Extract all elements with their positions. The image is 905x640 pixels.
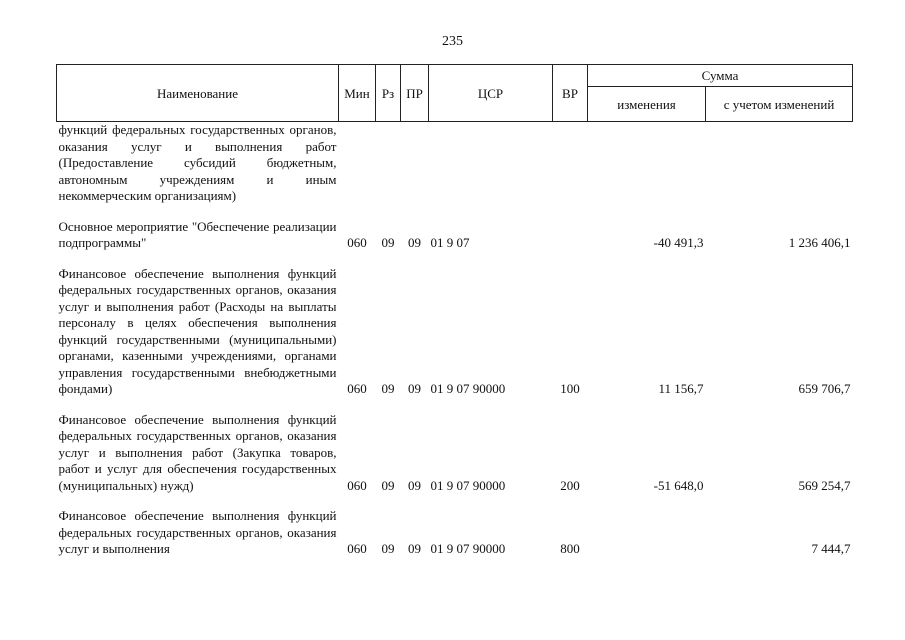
row-change: -51 648,0	[653, 477, 704, 493]
header-pr: ПР	[401, 65, 429, 122]
row-change: -40 491,3	[653, 235, 704, 250]
row-change: 11 156,7	[658, 381, 704, 396]
row-pr: 09	[408, 381, 421, 396]
header-vr: ВР	[553, 65, 588, 122]
row-total: 7 444,7	[811, 541, 851, 556]
row-min	[339, 122, 376, 205]
row-vr	[553, 122, 588, 205]
row-csr: 01 9 07 90000	[430, 541, 506, 556]
header-with-changes: с учетом изменений	[706, 87, 853, 122]
row-csr	[429, 122, 553, 205]
row-name: Основное мероприятие "Обеспечение реализации подпрограммы"	[58, 218, 337, 250]
header-csr: ЦСР	[429, 65, 553, 122]
header-changes: изменения	[588, 87, 706, 122]
row-min: 060	[347, 381, 367, 396]
header-rz: Рз	[376, 65, 401, 122]
row-csr: 01 9 07	[430, 235, 470, 250]
row-total: 569 254,7	[798, 477, 851, 493]
row-rz	[376, 122, 401, 205]
row-rz: 09	[381, 477, 395, 493]
row-pr: 09	[408, 477, 421, 493]
page-number: 235	[442, 34, 463, 49]
table-row	[57, 219, 853, 252]
row-total: 1 236 406,1	[788, 235, 851, 250]
row-vr: 200	[560, 477, 580, 493]
row-rz: 09	[381, 381, 395, 396]
row-total	[706, 122, 853, 205]
row-name: функций федеральных государственных органов, оказания услуг и выполнения работ (Предоставление субсидий бюджетным, автономным учреждениям и иным некоммерческим организациям)	[58, 122, 337, 203]
row-pr: 09	[408, 541, 421, 556]
row-rz: 09	[381, 541, 395, 556]
table-row	[57, 122, 853, 205]
row-csr: 01 9 07 90000	[430, 477, 506, 493]
table-row	[57, 508, 853, 558]
row-pr	[401, 122, 429, 205]
header-name: Наименование	[57, 65, 339, 122]
row-vr: 100	[560, 381, 580, 396]
table-row	[57, 412, 853, 495]
row-min: 060	[347, 541, 367, 556]
row-name: Финансовое обеспечение выполнения функций федеральных государственных органов, оказания услуг и выполнения работ (Расходы на выплаты персоналу в целях обеспечения выполнения функций государственными (муниципальными) органами, казенными учреждениями, органами управления государственными внебюджетными фондами)	[58, 265, 337, 396]
row-min: 060	[347, 477, 367, 493]
row-vr	[553, 219, 588, 252]
header-min: Мин	[339, 65, 376, 122]
row-name: Финансовое обеспечение выполнения функций федеральных государственных органов, оказания услуг и выполнения работ (Закупка товаров, работ и услуг для обеспечения государственных (муниципальных) нужд)	[58, 411, 337, 493]
row-csr: 01 9 07 90000	[430, 381, 506, 396]
table-body	[57, 122, 853, 558]
row-vr: 800	[560, 541, 580, 556]
row-change	[588, 508, 706, 558]
row-name: Финансовое обеспечение выполнения функций федеральных государственных органов, оказания услуг и выполнения	[58, 508, 337, 556]
table-row	[57, 266, 853, 398]
row-min: 060	[347, 235, 367, 250]
budget-table	[56, 64, 853, 558]
row-pr: 09	[408, 235, 421, 250]
header-sum: Сумма	[588, 65, 853, 87]
row-change	[588, 122, 706, 205]
row-total: 659 706,7	[798, 381, 851, 396]
row-rz: 09	[381, 235, 395, 250]
table-header	[57, 65, 853, 122]
